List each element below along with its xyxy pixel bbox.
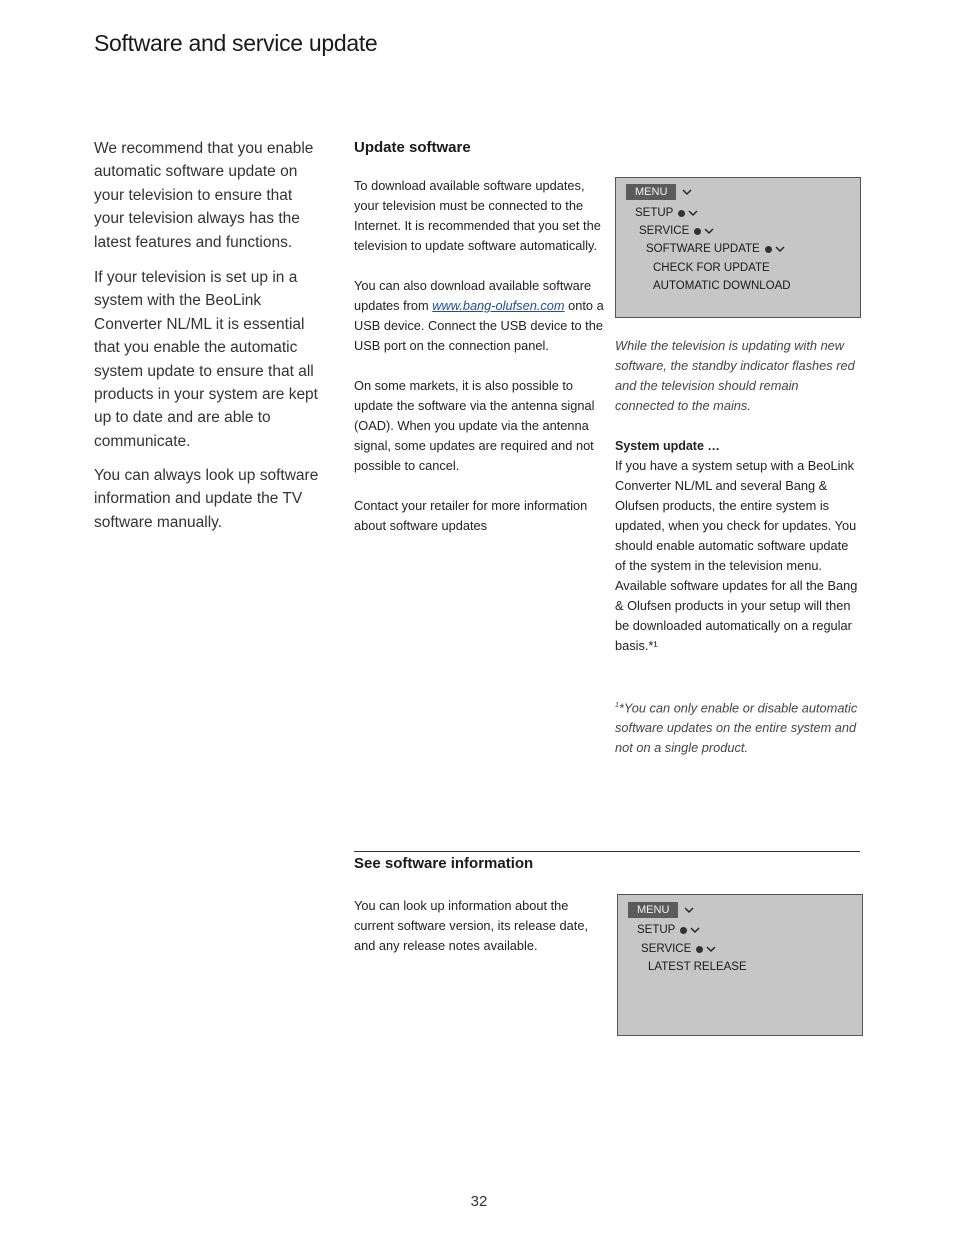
standby-note: While the television is updating with new software, the standby indicator flashes red and the television should remain connected to the mains. [615, 338, 855, 413]
chevron-down-icon [774, 243, 786, 255]
menu-diagram-update [615, 177, 861, 318]
intro-text-3: You can always look up software information and update the TV software manually. [94, 467, 319, 531]
menu-service-label: SERVICE [639, 225, 690, 237]
bullet-icon [694, 228, 701, 235]
update-software-p3: On some markets, it is also possible to update the software via the antenna signal (OAD). When you update via the antenna signal, some updates are required and not possible to cancel. [354, 378, 595, 473]
chevron-down-icon [703, 225, 715, 237]
chevron-down-icon [705, 943, 717, 955]
update-software-p2: You can also download available software updates from www.bang-olufsen.com onto a USB device. Connect the USB device to the USB port on the connection panel. [354, 278, 604, 353]
chevron-down-icon [683, 904, 695, 916]
menu-setup-row [635, 207, 699, 219]
menu-software-update-label: SOFTWARE UPDATE [646, 243, 760, 255]
system-update-heading: System update … [615, 439, 720, 453]
menu-service-label: SERVICE [641, 943, 692, 955]
intro-paragraph-2 [94, 266, 324, 453]
page-number: 32 [470, 1193, 488, 1210]
menu-row [628, 902, 695, 918]
menu-software-update-row [646, 243, 786, 255]
bullet-icon [696, 946, 703, 953]
menu-service-row [639, 225, 715, 237]
menu-setup-row [637, 924, 701, 936]
menu-diagram-info [617, 894, 863, 1036]
intro-text-2: If your television is set up in a system with the BeoLink Converter NL/ML it is essential that you enable the automatic system update to ensure that all products in your system are kept up to date and are able to communicate. [94, 269, 318, 450]
update-software-body [354, 176, 604, 556]
update-software-p4: Contact your retailer for more information about software updates [354, 498, 588, 533]
intro-paragraph-1 [94, 137, 324, 254]
menu-auto-label: AUTOMATIC DOWNLOAD [653, 280, 791, 292]
intro-paragraph-3 [94, 464, 324, 534]
menu-tag: MENU [628, 902, 678, 918]
footnote [615, 696, 860, 758]
menu-latest-label: LATEST RELEASE [648, 961, 747, 973]
footnote-text: *You can only enable or disable automatic software updates on the entire system and not on a single product. [615, 700, 858, 756]
see-info-text: You can look up information about the current software version, its release date, and any release notes available. [354, 898, 589, 953]
see-info-heading: See software information [354, 855, 534, 872]
section-divider [354, 851, 860, 852]
bullet-icon [765, 246, 772, 253]
menu-setup-label: SETUP [635, 207, 674, 219]
update-software-p1: To download available software updates, your television must be connected to the Internet. It is recommended that you set the television to update software automatically. [354, 178, 601, 253]
bang-olufsen-link[interactable]: www.bang-olufsen.com [432, 298, 565, 313]
footnote-mark: 1 [615, 702, 619, 709]
menu-auto-row [653, 280, 791, 292]
chevron-down-icon [689, 924, 701, 936]
menu-latest-row [648, 961, 747, 973]
menu-row [626, 184, 693, 200]
menu-check-row [653, 262, 770, 274]
chevron-down-icon [687, 207, 699, 219]
chevron-down-icon [681, 186, 693, 198]
system-update-text: If you have a system setup with a BeoLink Converter NL/ML and several Bang & Olufsen products, the entire system is updated, when you check for updates. You should enable automatic software update of the system in the television menu. Available software updates for all the Bang & Olufsen products in your setup will then be downloaded automatically on a regular basis.*¹ [615, 458, 858, 653]
intro-text-1: We recommend that you enable automatic software update on your television to ensure that your television always has the latest features and functions. [94, 140, 314, 251]
page-title: Software and service update [94, 30, 378, 56]
menu-setup-label: SETUP [637, 924, 676, 936]
bullet-icon [678, 210, 685, 217]
update-software-heading: Update software [354, 139, 471, 156]
menu-tag: MENU [626, 184, 676, 200]
menu-check-label: CHECK FOR UPDATE [653, 262, 770, 274]
bullet-icon [680, 927, 687, 934]
menu-service-row [641, 943, 717, 955]
